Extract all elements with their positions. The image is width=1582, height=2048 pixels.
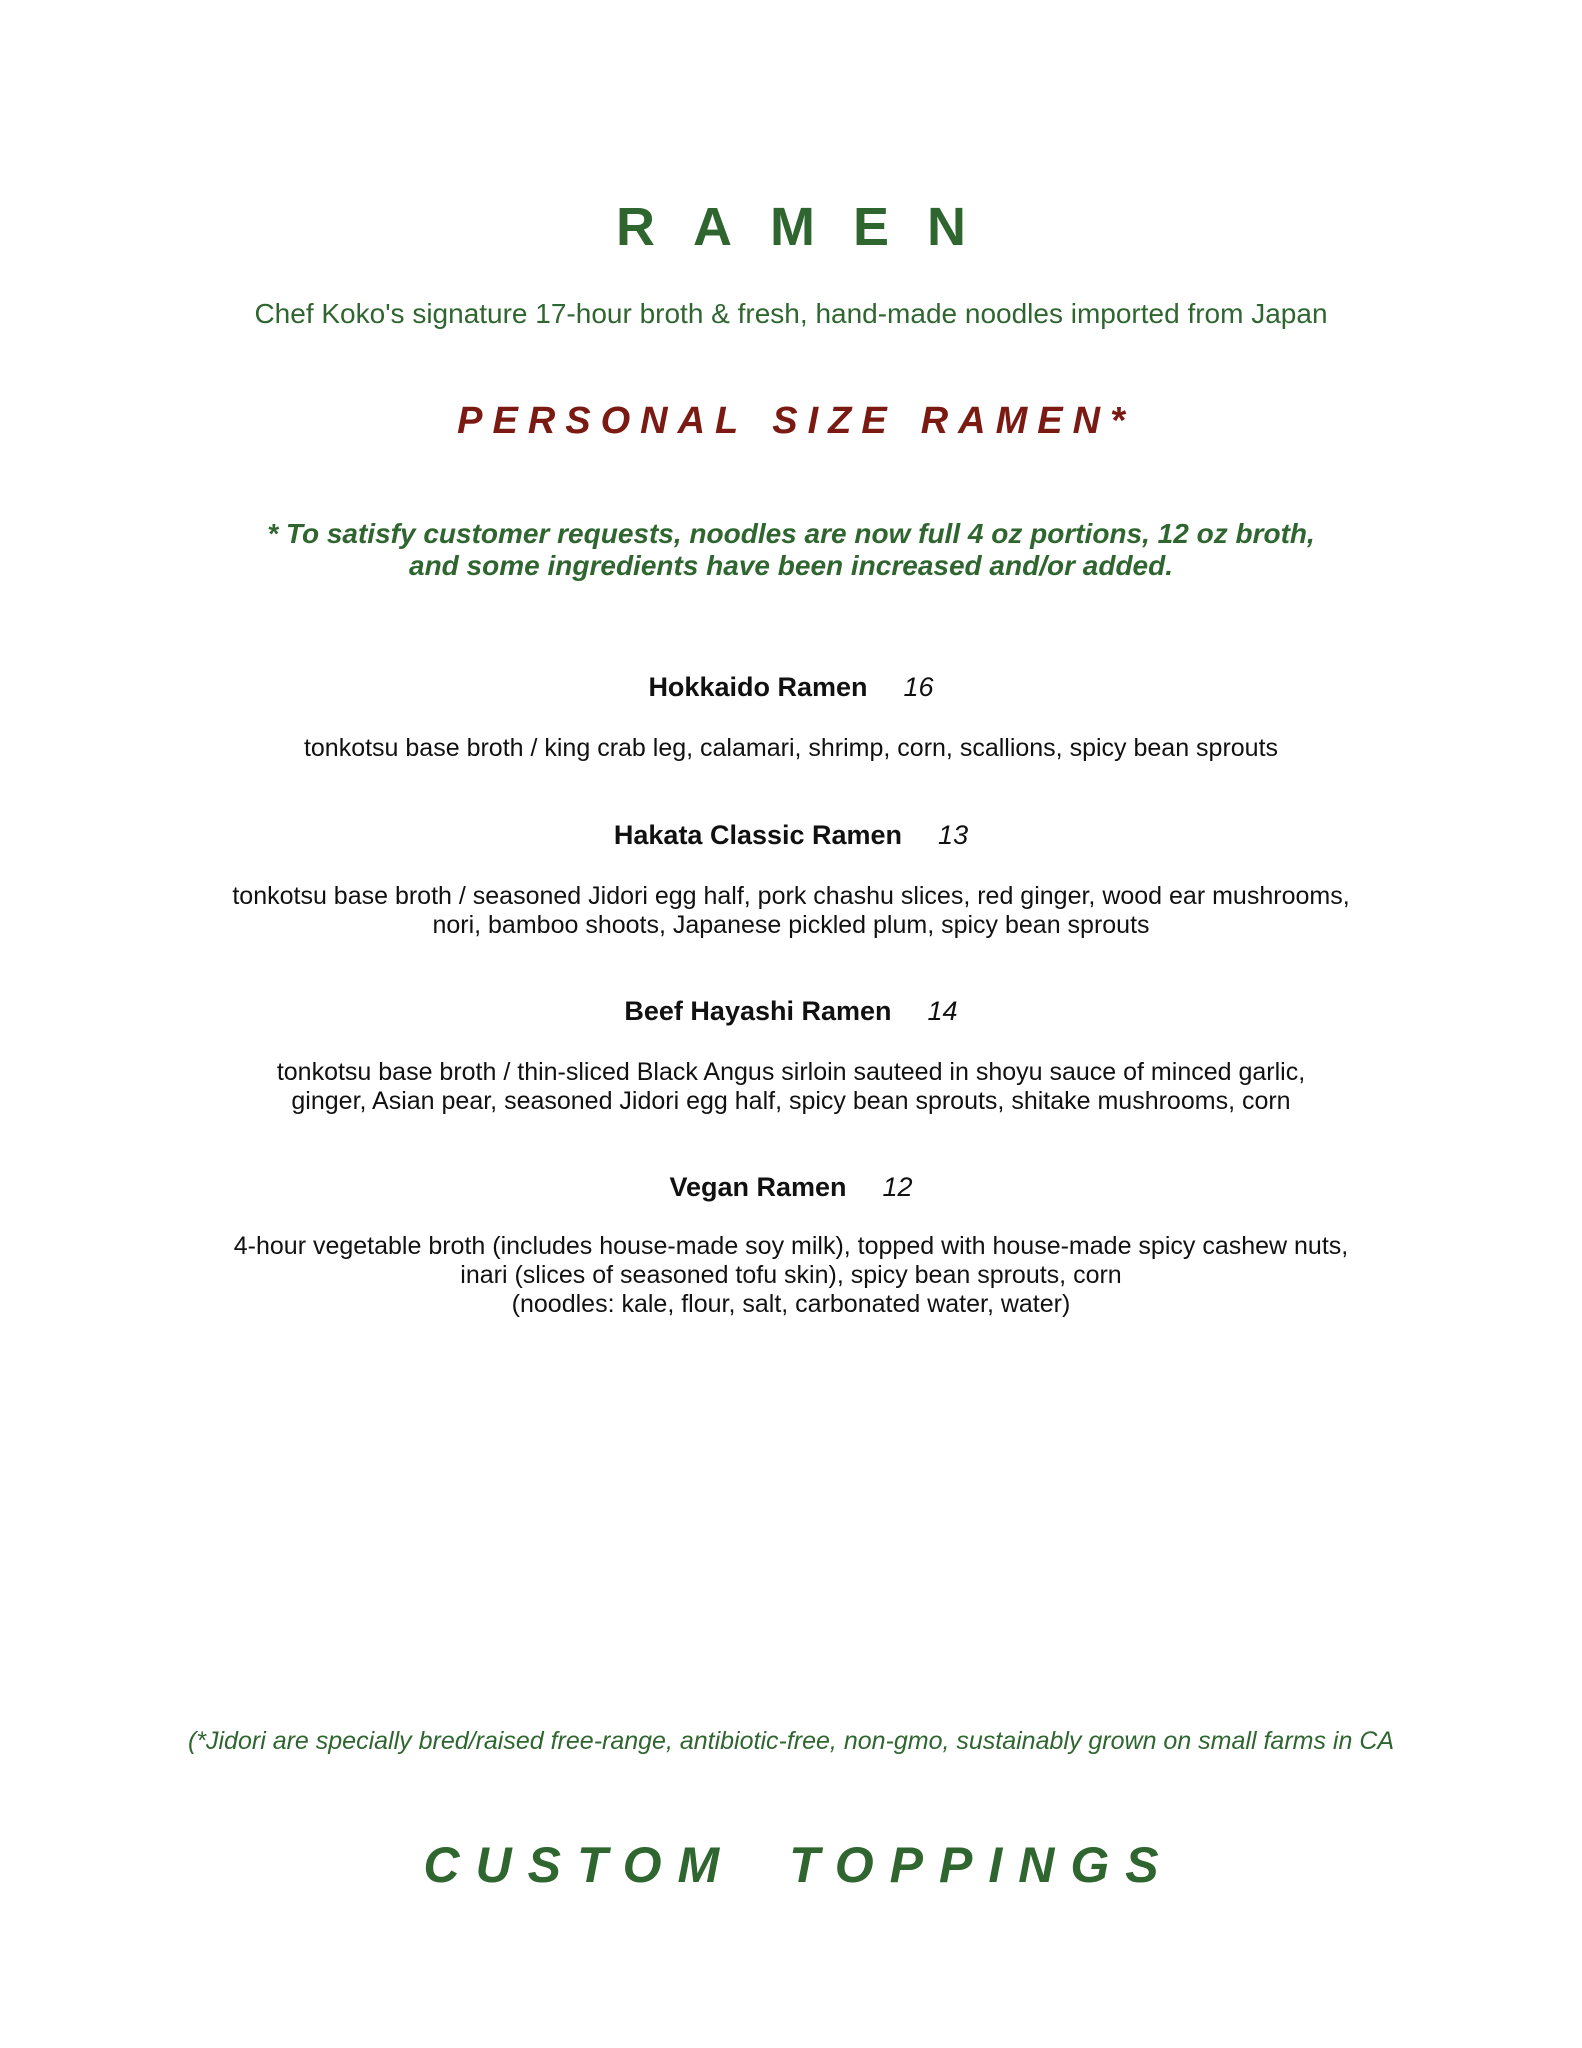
item-name-text: Beef Hayashi Ramen: [624, 996, 892, 1026]
item-description-line: inari (slices of seasoned tofu skin), spicy bean sprouts, corn: [460, 1261, 1122, 1289]
portion-note: [0, 518, 1582, 582]
item-name-text: Vegan Ramen: [669, 1172, 847, 1202]
item-price: 14: [927, 996, 958, 1026]
page-title: RAMEN: [616, 197, 1004, 257]
custom-toppings-word-1: CUSTOM: [423, 1837, 736, 1893]
menu-item-name: [0, 820, 1582, 851]
portion-note-line-1: * To satisfy customer requests, noodles are now full 4 oz portions, 12 oz broth,: [267, 518, 1315, 549]
jidori-footnote: (*Jidori are specially bred/raised free-range, antibiotic-free, non-gmo, sustainably grown on small farms in CA: [187, 1727, 1395, 1755]
item-description-line: (noodles: kale, flour, salt, carbonated water, water): [511, 1290, 1071, 1318]
menu-item-name: [0, 672, 1582, 703]
page-subtitle: Chef Koko's signature 17-hour broth & fresh, hand-made noodles imported from Japan: [254, 298, 1328, 329]
menu-item-description: [0, 734, 1582, 763]
custom-toppings-word-2: TOPPINGS: [789, 1837, 1175, 1893]
portion-note-line-2: and some ingredients have been increased and/or added.: [409, 550, 1173, 581]
menu-item-description: [0, 1058, 1582, 1116]
menu-item-name: [0, 996, 1582, 1027]
item-description-line: ginger, Asian pear, seasoned Jidori egg half, spicy bean sprouts, shitake mushrooms, corn: [291, 1087, 1291, 1115]
item-description-line: tonkotsu base broth / king crab leg, calamari, shrimp, corn, scallions, spicy bean sprouts: [303, 734, 1279, 762]
section-title: [0, 400, 1582, 443]
item-price: 12: [882, 1172, 913, 1202]
section-title-word-2: SIZE: [772, 400, 897, 442]
item-name-text: Hokkaido Ramen: [648, 672, 868, 702]
menu-item-description: [0, 882, 1582, 940]
item-description-line: nori, bamboo shoots, Japanese pickled plum, spicy bean sprouts: [432, 911, 1150, 939]
item-description-line: tonkotsu base broth / thin-sliced Black Angus sirloin sauteed in shoyu sauce of minced garlic,: [276, 1058, 1306, 1086]
item-description-line: tonkotsu base broth / seasoned Jidori egg half, pork chashu slices, red ginger, wood ear mushrooms,: [232, 882, 1350, 910]
menu-item-name: [0, 1172, 1582, 1203]
item-price: 16: [903, 672, 934, 702]
section-title-word-3: RAMEN*: [920, 400, 1135, 442]
custom-toppings-heading: [0, 1836, 1582, 1894]
item-price: 13: [938, 820, 969, 850]
item-name-text: Hakata Classic Ramen: [613, 820, 903, 850]
section-title-word-1: PERSONAL: [457, 400, 749, 442]
menu-item-description: [0, 1232, 1582, 1319]
item-description-line: 4-hour vegetable broth (includes house-made soy milk), topped with house-made spicy cashew nuts,: [233, 1232, 1349, 1260]
